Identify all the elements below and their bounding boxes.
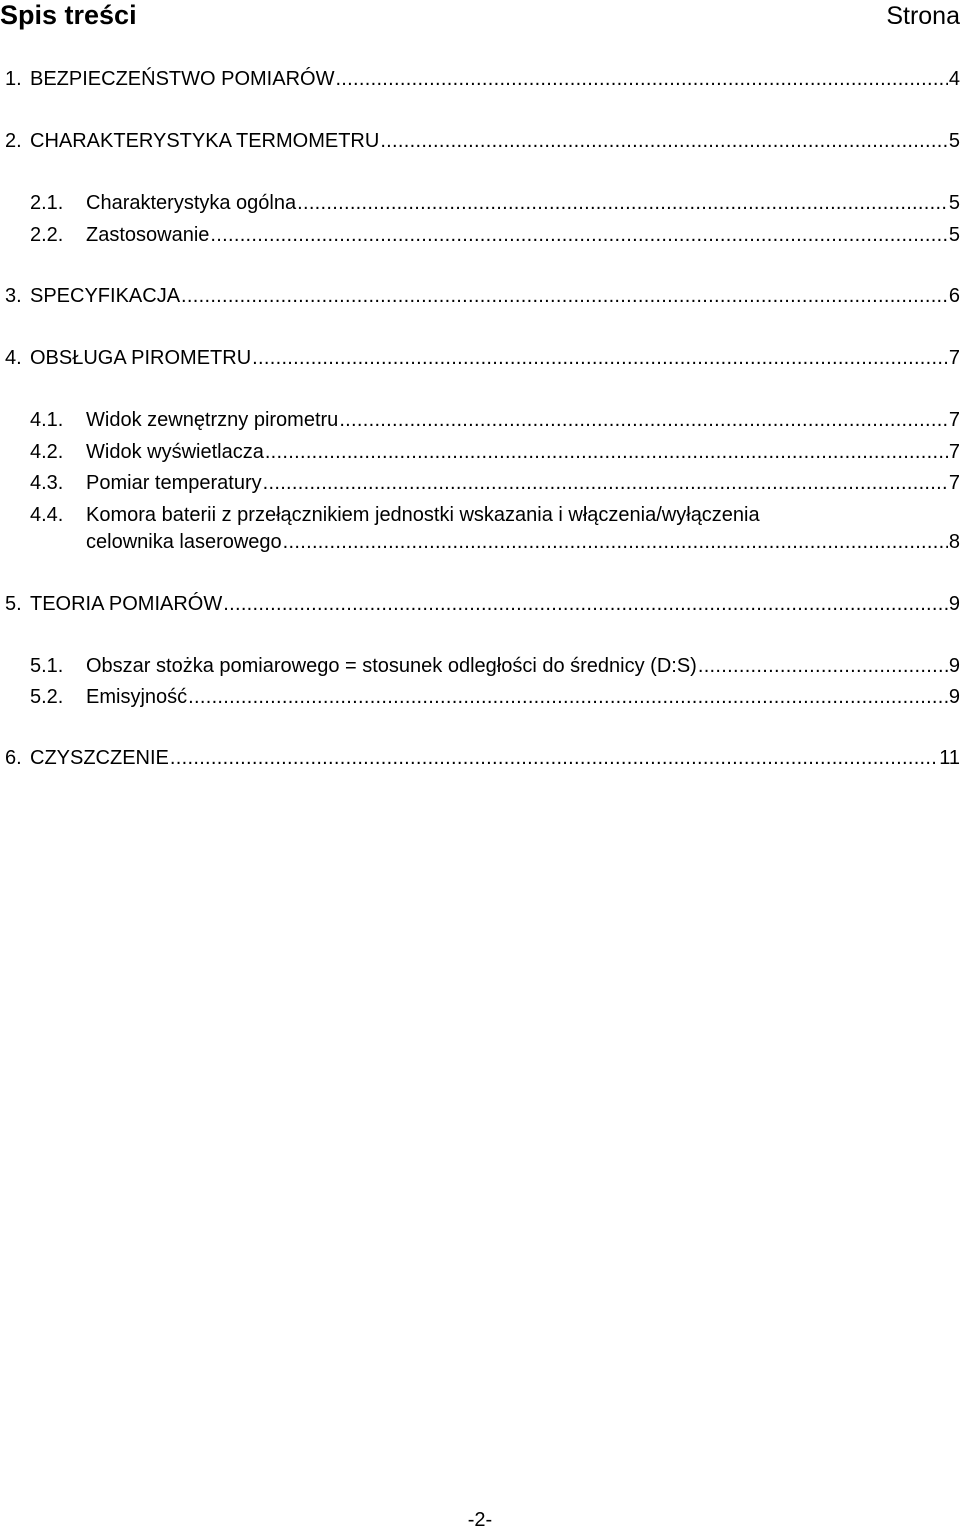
toc-entry-page: 6 [948,285,960,307]
toc-title: Spis treści [0,0,137,30]
dot-leader [263,471,948,495]
dot-leader [170,746,938,770]
dot-leader [335,67,947,91]
toc-entry-number: 4.2. [30,441,64,463]
toc-entry-page: 7 [948,472,960,494]
dot-leader [210,223,947,247]
page-column-label: Strona [886,2,960,30]
toc-entry-page: 7 [948,409,960,431]
toc-entry-title: Obszar stożka pomiarowego = stosunek odległości do średnicy (D:S) [86,655,697,677]
toc-entry-number: 4.4. [30,504,64,526]
toc-entry-number: 4.1. [30,409,64,431]
dot-leader [380,129,948,153]
toc-entry-number: 5.1. [30,655,64,677]
toc-entry-title: Emisyjność [86,686,188,708]
toc-entry-page: 7 [948,347,960,369]
toc-entry-number: 4. [5,347,22,369]
dot-leader [181,284,948,308]
toc-entry-4-4[interactable] [0,503,960,559]
toc-entry-number: 6. [5,747,22,769]
dot-leader [698,654,948,678]
toc-entry-title: TEORIA POMIARÓW [30,593,223,615]
dot-leader [339,408,948,432]
toc-entry-title: CZYSZCZENIE [30,747,169,769]
toc-entry-page: 5 [948,192,960,214]
toc-entry-page: 9 [948,686,960,708]
toc-entry-page: 4 [948,68,960,90]
dot-leader [265,440,948,464]
toc-entry-page: 5 [948,130,960,152]
toc-entry-page: 7 [948,441,960,463]
toc-entry-title-line1: Komora baterii z przełącznikiem jednostki wskazania i włączenia/wyłączenia [86,504,760,526]
toc-entry-number: 3. [5,285,22,307]
dot-leader [188,685,948,709]
toc-entry-number: 5. [5,593,22,615]
toc-entry-page: 11 [939,747,960,769]
toc-entry-title: OBSŁUGA PIROMETRU [30,347,252,369]
toc-entry-number: 4.3. [30,472,64,494]
toc-entry-title: CHARAKTERYSTYKA TERMOMETRU [30,130,380,152]
toc-entry-title: BEZPIECZEŃSTWO POMIARÓW [30,68,335,90]
page-number: -2- [467,1509,493,1531]
dot-leader [252,346,948,370]
toc-entry-title: SPECYFIKACJA [30,285,181,307]
toc-entry-number: 2. [5,130,22,152]
toc-entry-title: Zastosowanie [86,224,210,246]
dot-leader [223,592,948,616]
toc-entry-title: Widok wyświetlacza [86,441,264,463]
toc-entry-title: Charakterystyka ogólna [86,192,297,214]
toc-entry-title: Pomiar temperatury [86,472,262,494]
toc-entry-number: 2.2. [30,224,64,246]
toc-entry-title: celownika laserowego [86,531,282,553]
toc-entry-page: 9 [948,593,960,615]
toc-entry-number: 1. [5,68,22,90]
dot-leader [297,191,948,215]
dot-leader [283,530,948,554]
toc-entry-page: 9 [948,655,960,677]
toc-entry-page: 8 [948,531,960,553]
toc-entry-number: 2.1. [30,192,64,214]
toc-entry-page: 5 [948,224,960,246]
toc-entry-title: Widok zewnętrzny pirometru [86,409,339,431]
toc-entry-number: 5.2. [30,686,64,708]
